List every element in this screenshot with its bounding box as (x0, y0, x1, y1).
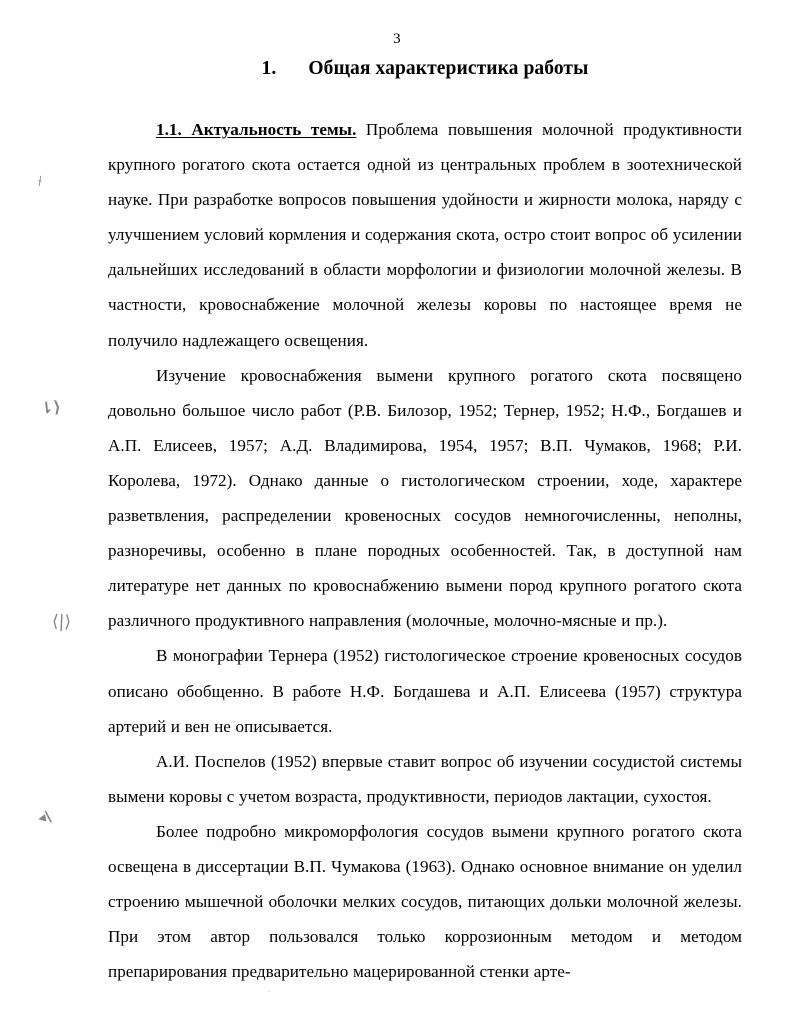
paragraph-relevance (108, 112, 742, 358)
chapter-title-text: Общая характеристика работы (308, 58, 589, 79)
paragraph-literature-review (108, 358, 742, 639)
scan-artifact-speck-icon: ⟨|⟩ (51, 611, 72, 633)
paragraph-pospelov (108, 744, 742, 814)
scan-artifact-speck-icon: ⇂⟩ (39, 396, 62, 419)
paragraph-chumakov-text: Более подробно микроморфология сосудов вымени крупного рогатого скота освещена в диссертации В.П. Чумакова (1963). Однако основное внимание он уделил строению мышечной оболочки мелких сосудов, питающих дольки молочной железы. При этом автор пользовался только коррозионным методом и методом препарирования предварительно мацерированной стенки арте- (108, 821, 742, 982)
paragraph-chumakov (108, 814, 742, 989)
scan-artifact-speck-icon: ⟊ (36, 171, 44, 191)
section-label-relevance: 1.1. Актуальность темы. (156, 120, 357, 139)
scan-artifact-speck-icon: ◂\ (36, 807, 53, 827)
page-title (108, 57, 742, 81)
paragraph-relevance-text: Проблема повышения молочной продуктивности крупного рогатого скота остается одной из центральных проблем в зоотехнической науке. При разработке вопросов повышения удойности и жирности молока, наряду с улучшением условий кормления и содержания скота, остро стоит вопрос об усилении дальнейших исследований в области морфологии и физиологии молочной железы. В частности, кровоснабжение молочной железы коровы по настоящее время не получило надлежащего освещения. (108, 120, 742, 350)
paragraph-literature-review-text: Изучение кровоснабжения вымени крупного рогатого скота посвящено довольно большое число работ (Р.В. Билозор, 1952; Тернер, 1952; Н.Ф., Богдашев и А.П. Елисеев, 1957; А.Д. Владимирова, 1954, 1957; В.П. Чумаков, 1968; Р.И. Королева, 1972). Однако данные о гистологическом строении, ходе, характере разветвления, распределении кровеносных сосудов немногочисленны, неполны, разноречивы, особенно в плане породных особенностей. Так, в доступной нам литературе нет данных по кровоснабжению вымени пород крупного рогатого скота различного продуктивного направления (молочные, молочно-мясные и пр.). (108, 365, 742, 631)
paragraph-pospelov-text: А.И. Поспелов (1952) впервые ставит вопрос об изучении сосудистой системы вымени коровы с учетом возраста, продуктивности, периодов лактации, сухостоя. (108, 751, 742, 806)
scan-artifact-speck-icon: · (268, 988, 271, 996)
page-number: 3 (393, 31, 401, 47)
body-text-block (108, 112, 742, 989)
paragraph-turner-monograph-text: В монографии Тернера (1952) гистологическое строение кровеносных сосудов описано обобщенно. В работе Н.Ф. Богдашева и А.П. Елисеева (1957) структура артерий и вен не описывается. (108, 646, 742, 736)
chapter-number: 1. (261, 58, 277, 79)
paragraph-turner-monograph (108, 638, 742, 743)
